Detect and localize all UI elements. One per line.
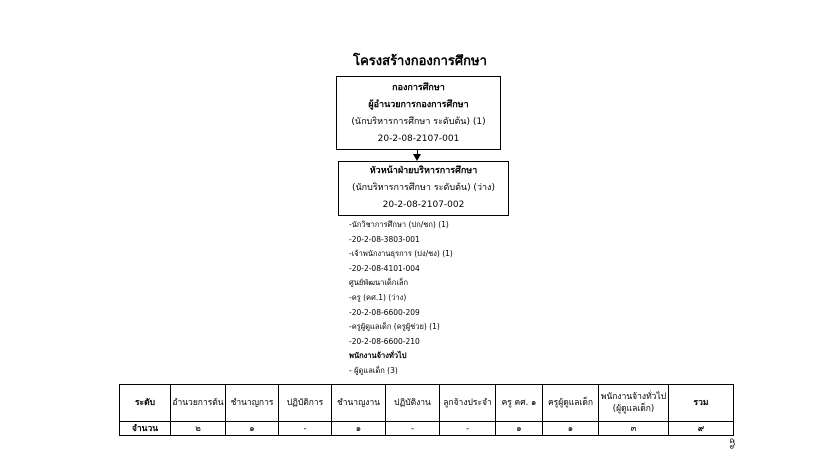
division-box xyxy=(336,76,501,150)
section-head-box xyxy=(338,161,509,216)
staff-item: -ครู (คศ.1) (ว่าง) xyxy=(349,292,407,302)
table-header-row xyxy=(120,385,734,422)
summary-table xyxy=(119,384,734,436)
staff-item: -20-2-08-3803-001 xyxy=(349,234,420,244)
table-cell: ครูผู้ดูแลเด็ก xyxy=(543,385,599,422)
table-cell: ๓ xyxy=(599,422,669,436)
staff-list xyxy=(349,218,453,379)
connector-arrow-icon xyxy=(413,154,421,161)
section-head-level: (นักบริหารการศึกษา ระดับต้น) (ว่าง) xyxy=(352,183,495,193)
table-cell: - xyxy=(386,422,440,436)
table-cell: ๑ xyxy=(332,422,386,436)
table-cell: ปฏิบัติงาน xyxy=(386,385,440,422)
table-cell: อำนวยการต้น xyxy=(171,385,226,422)
table-cell: ลูกจ้างประจำ xyxy=(440,385,496,422)
table-cell: ชำนาญการ xyxy=(226,385,279,422)
table-cell: ๒ xyxy=(171,422,226,436)
staff-item: -นักวิชาการศึกษา (ปก/ชก) (1) xyxy=(349,220,449,229)
staff-item: -20-2-08-6600-209 xyxy=(349,307,420,317)
table-cell: ครู คศ. ๑ xyxy=(496,385,543,422)
table-cell: ๑ xyxy=(543,422,599,436)
chart-title: โครงสร้างกองการศึกษา xyxy=(353,54,487,69)
table-cell: ๑ xyxy=(226,422,279,436)
staff-item: -20-2-08-6600-210 xyxy=(349,336,420,346)
staff-item: - ผู้ดูแลเด็ก (3) xyxy=(349,365,398,375)
section-head-position: หัวหน้าฝ่ายบริหารการศึกษา xyxy=(369,166,478,176)
table-cell: ๑ xyxy=(496,422,543,436)
staff-group-heading: พนักงานจ้างทั่วไป xyxy=(349,351,407,361)
division-name: กองการศึกษา xyxy=(392,83,445,93)
section-head-code: 20-2-08-2107-002 xyxy=(382,200,465,210)
page-number: ๕๖ xyxy=(728,438,737,450)
table-cell: - xyxy=(440,422,496,436)
division-director-position: ผู้อำนวยการกองการศึกษา xyxy=(368,100,469,110)
table-count-row xyxy=(120,422,734,436)
table-cell: ปฏิบัติการ xyxy=(279,385,332,422)
table-cell: ๙ xyxy=(669,422,734,436)
table-cell: รวม xyxy=(669,385,734,422)
table-cell: ระดับ xyxy=(120,385,171,422)
staff-item: -20-2-08-4101-004 xyxy=(349,263,420,273)
division-director-level: (นักบริหารการศึกษา ระดับต้น) (1) xyxy=(351,117,486,127)
table-cell: ชำนาญงาน xyxy=(332,385,386,422)
staff-item: -เจ้าพนักงานธุรการ (ปง/ชง) (1) xyxy=(349,249,453,259)
staff-item: ศูนย์พัฒนาเด็กเล็ก xyxy=(349,278,409,288)
table-cell: จำนวน xyxy=(120,422,171,436)
table-cell: - xyxy=(279,422,332,436)
staff-item: -ครูผู้ดูแลเด็ก (ครูผู้ช่วย) (1) xyxy=(349,322,440,332)
table-cell: พนักงานจ้างทั่วไป (ผู้ดูแลเด็ก) xyxy=(599,385,669,422)
division-director-code: 20-2-08-2107-001 xyxy=(377,134,460,144)
